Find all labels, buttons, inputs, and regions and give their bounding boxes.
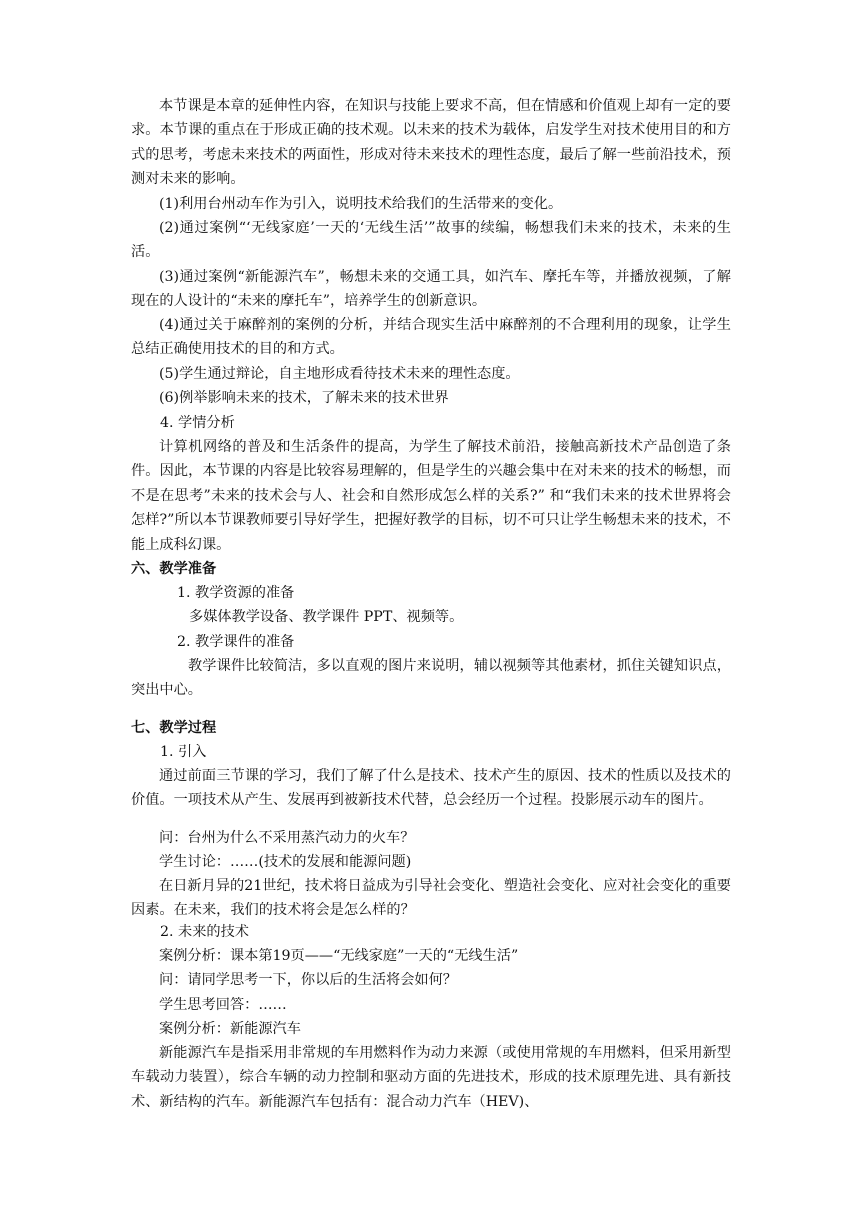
- question-2: 问：请同学思考一下，你以后的生活将会如何？: [159, 972, 457, 988]
- section-6-item-2-label: 2. 教学课件的准备: [177, 634, 295, 650]
- step-2-label: 2. 未来的技术: [160, 924, 249, 940]
- case-analysis-2: 案例分析：新能源汽车: [159, 1021, 301, 1037]
- design-item-2: (2)通过案例“‘无线家庭’一天的‘无线生活’”故事的续编，畅想我们未来的技术，未来的生活。: [131, 220, 731, 261]
- student-discussion: 学生讨论：……(技术的发展和能源问题): [159, 854, 412, 870]
- intro-paragraph: 本节课是本章的延伸性内容，在知识与技能上要求不高，但在情感和价值观上却有一定的要求。本节课的重点在于形成正确的技术观。以未来的技术为载体，启发学生对技术使用目的和方式的思考，考虑未来技术的两面性，形成对待未来技术的理性态度，最后了解一些前沿技术，预测对未来的影响。: [131, 98, 731, 188]
- step-1-paragraph: 通过前面三节课的学习，我们了解了什么是技术、技术产生的原因、技术的性质以及技术的价值。一项技术从产生、发展再到被新技术代替，总会经历一个过程。投影展示动车的图片。: [131, 768, 731, 809]
- design-item-1: (1)利用台州动车作为引入，说明技术给我们的生活带来的变化。: [159, 196, 563, 212]
- design-item-5: (5)学生通过辩论，自主地形成看待技术未来的理性态度。: [159, 366, 520, 382]
- question-1: 问：台州为什么不采用蒸汽动力的火车？: [159, 830, 415, 846]
- section-6-item-1-label: 1. 教学资源的准备: [177, 585, 295, 601]
- section-6-title: 六、教学准备: [131, 561, 217, 577]
- design-item-6: (6)例举影响未来的技术，了解未来的技术世界: [159, 390, 449, 406]
- case-analysis-1: 案例分析：课本第19页——“无线家庭”一天的“无线生活”: [159, 948, 519, 964]
- new-energy-vehicle-paragraph: 新能源汽车是指采用非常规的车用燃料作为动力来源（或使用常规的车用燃料，但采用新型车载动力装置），综合车辆的动力控制和驱动方面的先进技术，形成的技术原理先进、具有新技术、新结构的汽车。新能源汽车包括有：混合动力汽车（HEV)、: [131, 1045, 731, 1110]
- step-1-label: 1. 引入: [160, 744, 207, 760]
- learner-analysis-paragraph: 计算机网络的普及和生活条件的提高，为学生了解技术前沿，接触高新技术产品创造了条件。因此，本节课的内容是比较容易理解的，但是学生的兴趣会集中在对未来的技术的畅想，而不是在思考”未来的技术会与人、社会和自然形成怎么样的关系?” 和“我们未来的技术世界将会怎样?”所以本节课教师要引导好学生，把握好教学的目标，切不可只让学生畅想未来的技术，不能上成科幻课。: [131, 439, 731, 553]
- section-7-title: 七、教学过程: [131, 720, 217, 736]
- step-1-paragraph-2: 在日新月异的21世纪，技术将日益成为引导社会变化、塑造社会变化、应对社会变化的重要因素。在未来，我们的技术将会是怎么样的？: [131, 878, 731, 919]
- design-item-3: (3)通过案例“新能源汽车”，畅想未来的交通工具，如汽车、摩托车等，并播放视频，了解现在的人设计的“未来的摩托车”，培养学生的创新意识。: [131, 269, 731, 310]
- design-item-4: (4)通过关于麻醉剂的案例的分析，并结合现实生活中麻醉剂的不合理利用的现象，让学生总结正确使用技术的目的和方式。: [131, 317, 731, 358]
- student-answer: 学生思考回答：……: [159, 997, 287, 1013]
- learner-analysis-heading: 4. 学情分析: [160, 415, 235, 431]
- section-6-item-2-text: 教学课件比较简洁，多以直观的图片来说明，辅以视频等其他素材，抓住关键知识点，突出中心。: [131, 658, 731, 699]
- section-6-item-1-text: 多媒体教学设备、教学课件 PPT、视频等。: [189, 609, 464, 625]
